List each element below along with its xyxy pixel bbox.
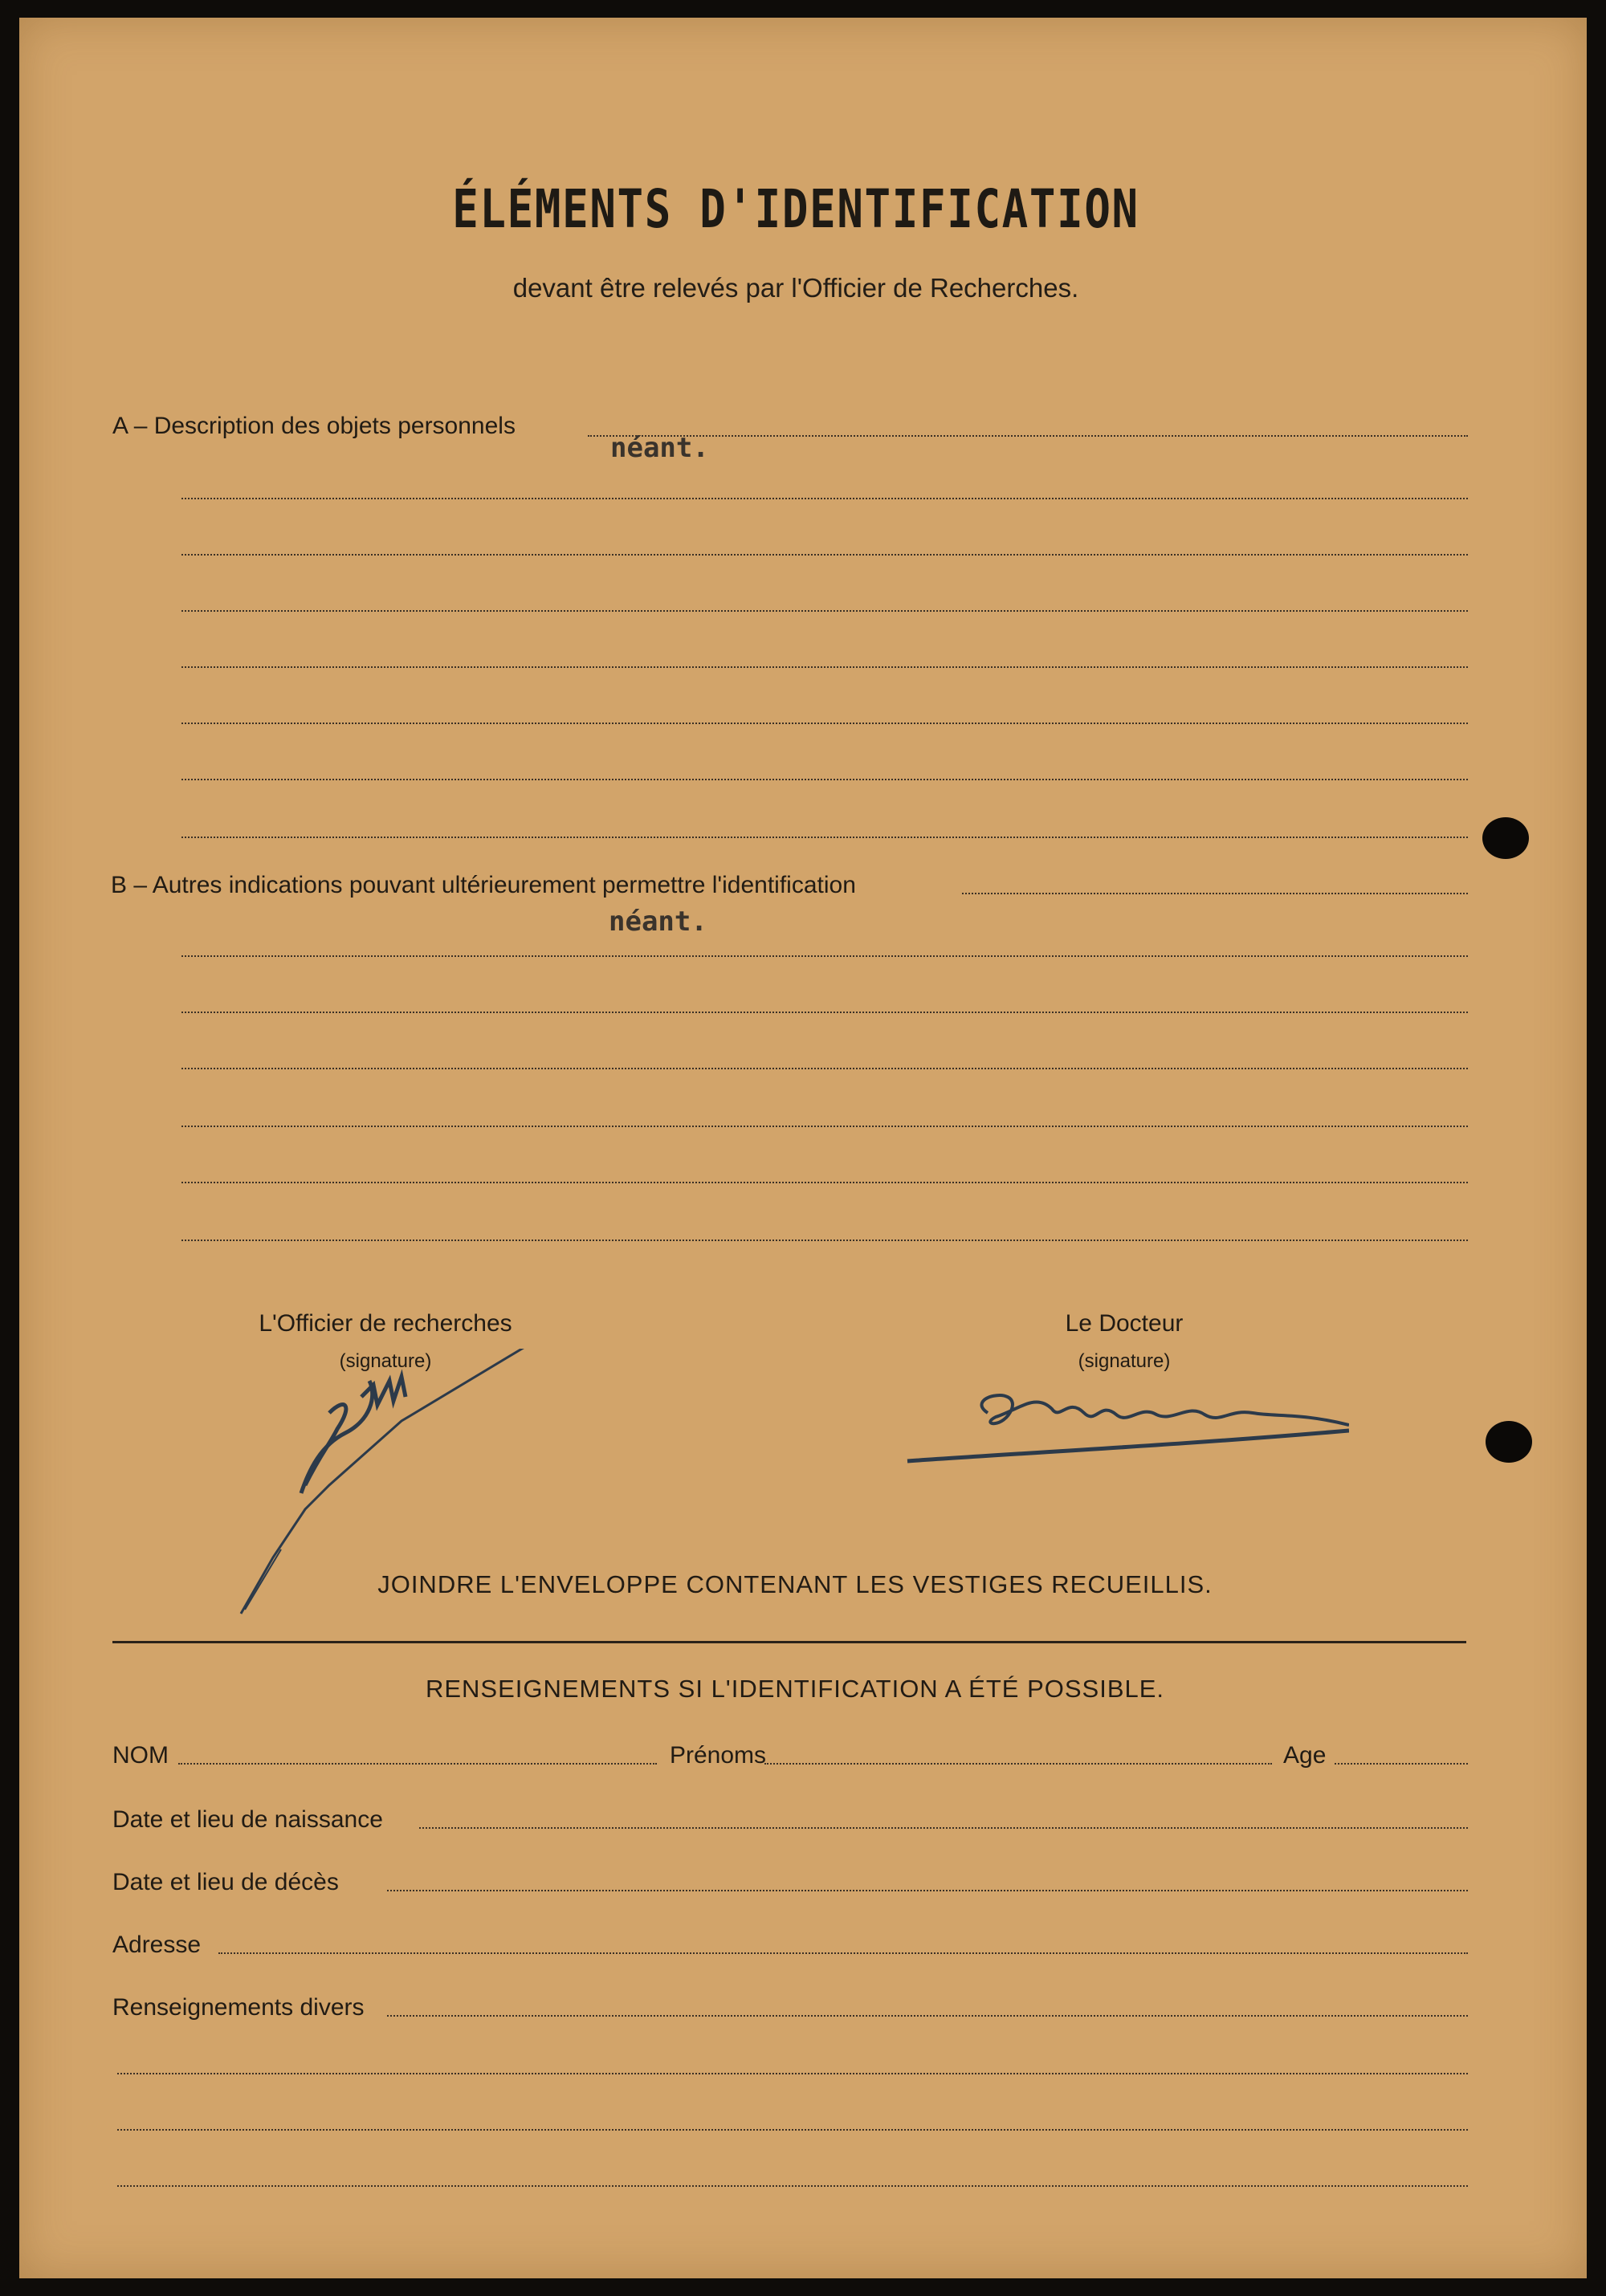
doctor-label: Le Docteur [1065,1310,1184,1337]
section-a-line-6 [181,723,1468,724]
deces-label: Date et lieu de décès [112,1869,339,1895]
divers-field-1[interactable] [387,2015,1468,2017]
divers-field-3[interactable] [117,2129,1468,2131]
section-a-line-8 [181,837,1468,838]
naissance-label: Date et lieu de naissance [112,1806,383,1833]
section-b-line-3 [181,1012,1468,1013]
section-b-line-5 [181,1126,1468,1127]
nom-field[interactable] [178,1763,657,1765]
section-a-line-7 [181,779,1468,780]
officer-signature-caption: (signature) [339,1350,432,1372]
doctor-signature-caption: (signature) [1078,1350,1171,1372]
section-b-value: néant. [609,906,707,938]
divers-label: Renseignements divers [112,1994,365,2021]
section-a-line-3 [181,554,1468,556]
punch-hole-upper [1482,817,1529,859]
section-b-line-6 [181,1182,1468,1183]
section-b-line-1 [962,893,1468,894]
section-a-line-4 [181,610,1468,612]
punch-hole-lower [1486,1421,1532,1463]
section-b-line-2 [181,955,1468,957]
section-b-line-4 [181,1068,1468,1069]
officer-label: L'Officier de recherches [259,1310,512,1337]
divers-field-4[interactable] [117,2185,1468,2187]
divers-field-2[interactable] [117,2073,1468,2074]
section-divider [112,1641,1466,1643]
section-a-value: néant. [610,432,709,464]
adresse-label: Adresse [112,1932,202,1958]
section-a-line-1 [588,435,1468,437]
form-subtitle: devant être relevés par l'Officier de Recherches. [512,273,1079,303]
adresse-field[interactable] [218,1952,1468,1954]
age-label: Age [1283,1742,1327,1769]
form-title: ÉLÉMENTS D'IDENTIFICATION [452,178,1139,240]
nom-label: NOM [112,1742,169,1769]
naissance-field[interactable] [419,1827,1468,1829]
section-b-line-7 [181,1240,1468,1241]
prenoms-label: Prénoms [670,1742,767,1769]
envelope-note: JOINDRE L'ENVELOPPE CONTENANT LES VESTIGES RECUEILLIS. [377,1570,1213,1598]
section-a-line-2 [181,498,1468,499]
deces-field[interactable] [387,1890,1468,1891]
section-b-label: B – Autres indications pouvant ultérieurement permettre l'identification [111,872,856,898]
prenoms-field[interactable] [764,1763,1272,1765]
doctor-signature [899,1365,1349,1477]
form-sheet [19,18,1587,2278]
section-c-title: RENSEIGNEMENTS SI L'IDENTIFICATION A ÉTÉ POSSIBLE. [425,1675,1165,1703]
age-field[interactable] [1335,1763,1468,1765]
section-a-line-5 [181,666,1468,668]
section-a-label: A – Description des objets personnels [112,413,516,439]
